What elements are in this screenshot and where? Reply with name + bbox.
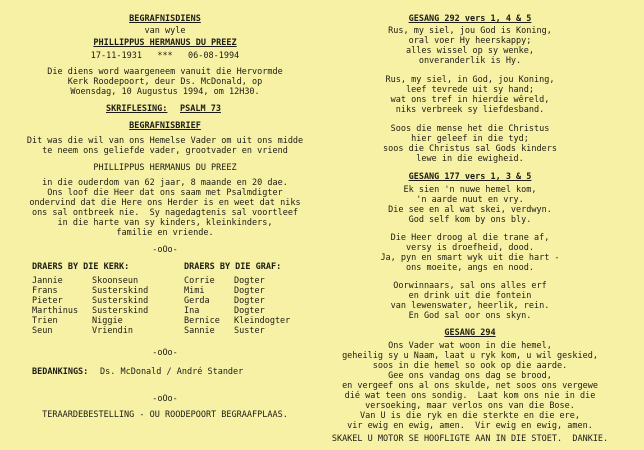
prayer-line: Van U is die ryk en die sterkte en die ere, — [359, 411, 581, 421]
bearer-name: Seun — [32, 326, 53, 336]
bearer-relation: Susterskind — [92, 296, 149, 306]
hymn-line: Ja, pyn en smart wyk uit die hart - — [380, 253, 560, 263]
letter-heading: BEGRAFNISBRIEF — [129, 121, 201, 131]
hymn-line: 'n aarde nuut en vry. — [416, 195, 524, 205]
van-wyle: van wyle — [144, 26, 186, 36]
bearer-name: Mimi — [184, 286, 205, 296]
hymn-heading: GESANG 292 vers 1, 4 & 5 — [408, 14, 532, 24]
hymn-line: God self kom by ons bly. — [408, 215, 532, 225]
hymn-line: onveranderlik is Hy. — [418, 56, 522, 66]
bearer-name: Bernice — [184, 316, 220, 326]
deceased-name-repeat: PHILLIPPUS HERMANUS DU PREEZ — [93, 163, 237, 173]
hymn-line: van lewenswater, heerlik, rein. — [390, 301, 550, 311]
hymn-line: Oorwinnaars, sal ons alles erf — [393, 281, 547, 291]
hymn-line: wat ons tref in hierdie wêreld, — [390, 95, 550, 105]
hymn-line: Rus, my siel, jou God is Koning, — [388, 26, 552, 36]
letter-body-line: in die harte van sy kinders, kleinkinders, — [57, 218, 273, 228]
prayer-line: Ons Vader wat woon in die hemel, — [388, 341, 552, 351]
letter-intro: Dit was die wil van ons Hemelse Vader om uit ons midde — [26, 136, 304, 146]
bearer-name: Gerda — [184, 296, 210, 306]
hymn-line: leef tevrede uit sy hand; — [406, 85, 534, 95]
service-line: Woensdag, 10 Augustus 1994, om 12H30. — [70, 87, 260, 97]
service-line: Kerk Roodepoort, deur Ds. McDonald, op — [67, 77, 263, 87]
hymn-line: hier geleef in die tyd; — [411, 134, 529, 144]
bearer-name: Trien — [32, 316, 58, 326]
prayer-line: vir ewig en ewig, amen. Vir ewig en ewig, amen. — [347, 421, 593, 431]
separator: -oOo- — [152, 394, 178, 404]
thanks-text: Ds. McDonald / André Stander — [100, 367, 244, 377]
bearer-relation: Kleindogter — [234, 316, 291, 326]
bearer-name: Marthinus — [32, 306, 79, 316]
hymn-line: Die Heer droog al die trane af, — [390, 233, 550, 243]
scripture-label: SKRIFLESING: — [106, 104, 168, 114]
bearer-relation: Niggie — [92, 316, 123, 326]
hymn-line: soos die Christus sal Gods kinders — [383, 144, 557, 154]
church-bearers-heading: DRAERS BY DIE KERK: — [32, 262, 130, 272]
prayer-line: geheilig sy u Naam, laat u ryk kom, u wil geskied, — [342, 351, 598, 361]
prayer-line: soos in die hemel so ook op die aarde. — [372, 361, 568, 371]
prayer-line: dié wat teen ons sondig. Laat kom ons nie in die — [344, 391, 596, 401]
separator: -oOo- — [152, 245, 178, 255]
thanks-label: BEDANKINGS: — [32, 367, 89, 377]
hymn-line: Rus, my siel, in God, jou Koning, — [385, 75, 555, 85]
bearer-relation: Vriendin — [92, 326, 133, 336]
bearer-name: Pieter — [32, 296, 63, 306]
letter-body-line: ondervind dat die Here ons Herder is en weet dat niks — [29, 198, 301, 208]
life-dates: 17-11-1931 *** 06-08-1994 — [90, 51, 240, 61]
bearer-name: Corrie — [184, 276, 215, 286]
bearer-relation: Dogter — [234, 286, 265, 296]
procession-footer: SKAKEL U MOTOR SE HOOFLIGTE AAN IN DIE STOET. DANKIE. — [331, 434, 609, 444]
letter-body-line: Ons loof die Heer dat ons saam met Psalmdigter — [47, 188, 283, 198]
letter-intro: te neem ons geliefde vader, grootvader en vriend — [42, 146, 288, 156]
service-heading: BEGRAFNISDIENS — [129, 14, 201, 24]
hymn-line: oral voer Hy heerskappy; — [408, 36, 532, 46]
grave-bearers-heading: DRAERS BY DIE GRAF: — [184, 262, 282, 272]
hymn-line: En God sal oor ons skyn. — [408, 311, 532, 321]
letter-body-line: ons sal ontbreek nie. Sy nagedagtenis sal voortleef — [31, 208, 299, 218]
scripture-ref: PSALM 73 — [180, 104, 221, 114]
bearer-relation: Susterskind — [92, 286, 149, 296]
separator: -oOo- — [152, 348, 178, 358]
bearer-name: Jannie — [32, 276, 63, 286]
hymn-line: versy is droefheid, dood. — [406, 243, 534, 253]
prayer-line: versoeking, maar verlos ons van die Bose. — [365, 401, 575, 411]
service-line: Die diens word waargeneem vanuit die Hervormde — [47, 67, 283, 77]
hymn-heading: GESANG 177 vers 1, 3 & 5 — [408, 172, 532, 182]
letter-body-line: in die ouderdom van 62 jaar, 8 maande en 20 dae. — [42, 178, 288, 188]
bearer-name: Frans — [32, 286, 58, 296]
burial-footer: TERAARDEBESTELLING - OU ROODEPOORT BEGRAAFPLAAS. — [42, 410, 288, 420]
deceased-name: PHILLIPPUS HERMANUS DU PREEZ — [93, 38, 237, 48]
hymn-line: Ek sien 'n nuwe hemel kom, — [403, 185, 537, 195]
bearer-name: Sannie — [184, 326, 215, 336]
prayer-line: Gee ons vandag ons dag se brood, — [388, 371, 552, 381]
prayer-line: en vergeef ons al ons skulde, net soos ons vergewe — [342, 381, 598, 391]
bearer-name: Ina — [184, 306, 200, 316]
letter-body-line: familie en vriende. — [116, 228, 214, 238]
hymn-line: en drink uit die fontein — [408, 291, 532, 301]
bearer-relation: Dogter — [234, 306, 265, 316]
hymn-line: Die see en al wat skei, verdwyn. — [388, 205, 552, 215]
bearer-relation: Susterskind — [92, 306, 149, 316]
hymn-line: lewe in die ewigheid. — [416, 154, 524, 164]
bearer-relation: Suster — [234, 326, 265, 336]
hymn-line: ons moeite, angs en nood. — [406, 263, 534, 273]
hymn-line: alles wissel op sy wenke, — [406, 46, 534, 56]
hymn-line: niks verbreek sy liefdesband. — [395, 105, 545, 115]
hymn-line: Soos die mense het die Christus — [390, 124, 550, 134]
bearer-relation: Skoonseun — [92, 276, 139, 286]
hymn-heading: GESANG 294 — [444, 328, 496, 338]
bearer-relation: Dogter — [234, 296, 265, 306]
bearer-relation: Dogter — [234, 276, 265, 286]
